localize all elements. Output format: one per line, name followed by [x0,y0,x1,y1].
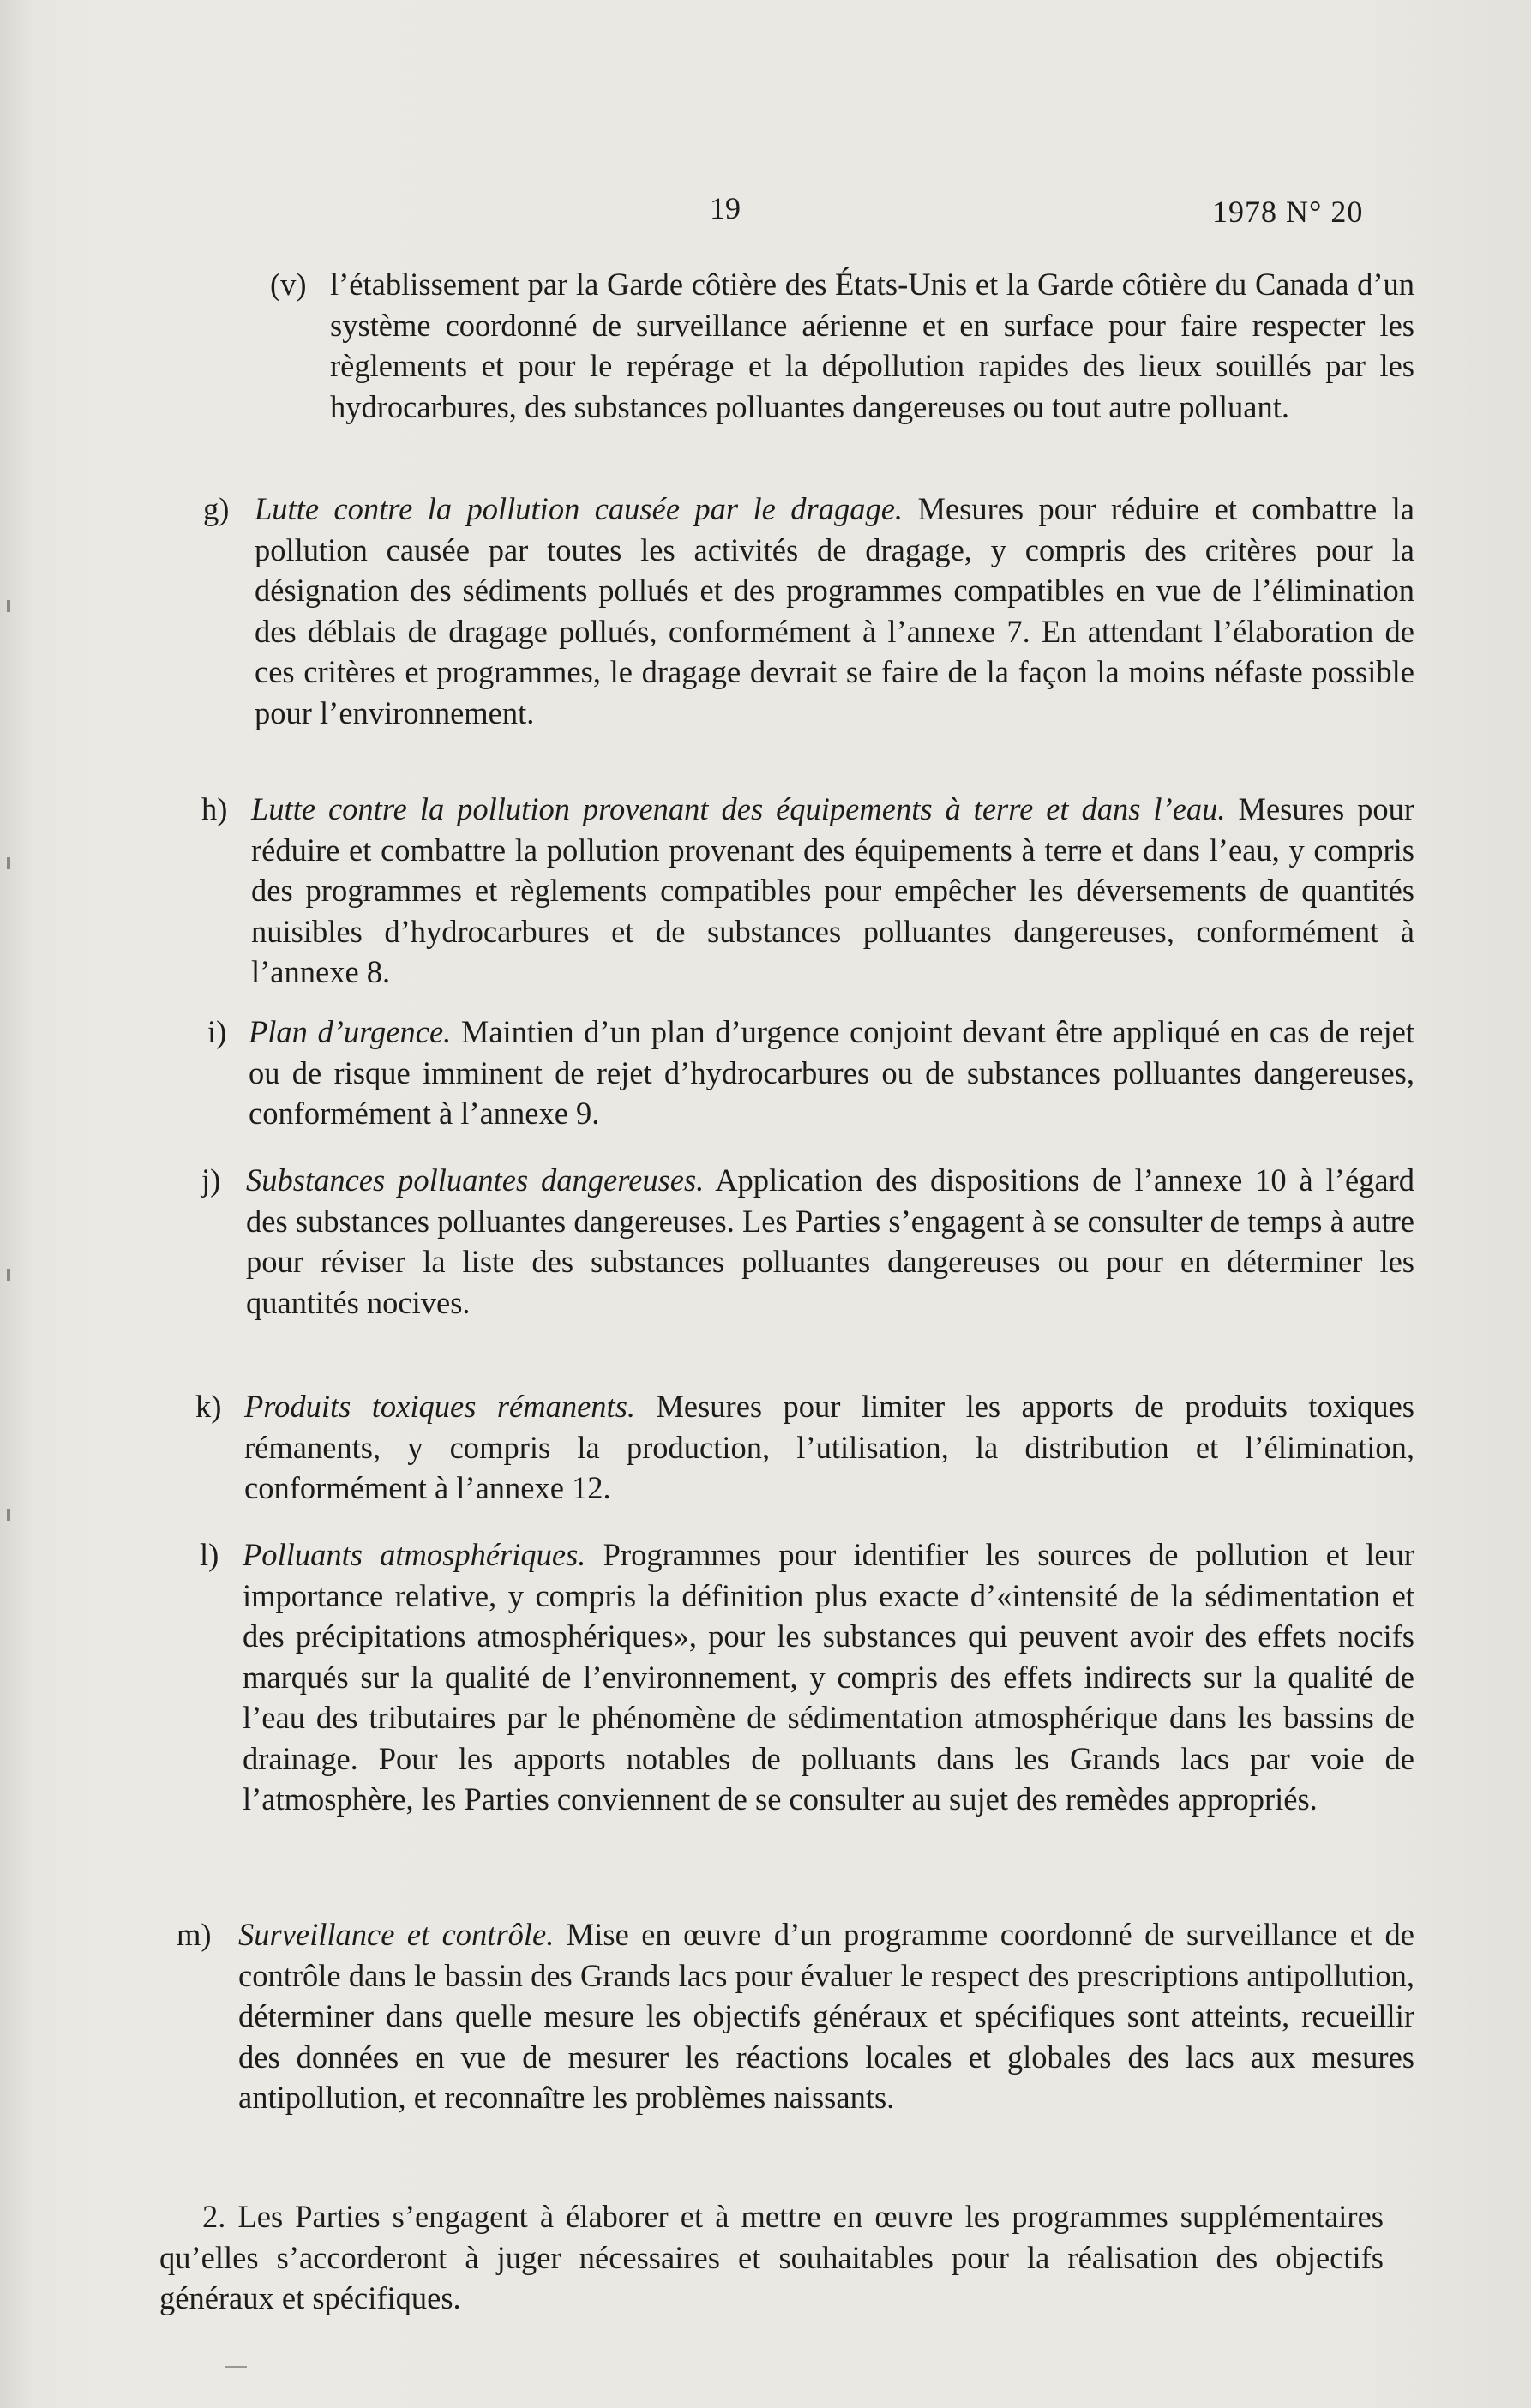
item-text: Maintien d’un plan d’urgence conjoint devant être appliqué en cas de rejet ou de risque imminent de rejet d’hydrocarbures ou de substances polluantes dangereuses, conformément à l’annexe 9. [249,1014,1414,1131]
item-text: Application des dispositions de l’annexe 10 à l’égard des substances polluantes dangereuses. Les Parties s’engagent à se consulter de temps à autre pour réviser la liste des substances polluantes dangereuses ou pour en déterminer les quantités nocives. [246,1162,1415,1320]
list-item-v [270,264,1414,427]
item-text: Mesures pour limiter les apports de produits toxiques rémanents, y compris la production, l’utilisation, la distribution et l’élimination, conformément à l’annexe 12. [244,1389,1414,1505]
item-text: Mise en œuvre d’un programme coordonné de surveillance et de contrôle dans le bassin des Grands lacs pour évaluer le respect des prescriptions antipollution, déterminer dans quelle mesure les objectifs généraux et spécifiques sont atteints, recueillir des données en vue de mesurer les réactions locales et globales des lacs aux mesures antipollution, et reconnaître les problèmes naissants. [238,1917,1414,2115]
list-item-k [195,1386,1414,1509]
item-text: Mesures pour réduire et combattre la pollution provenant des équipements à terre et dans l’eau, y compris des programmes et règlements compatibles pour empêcher les déversements de quantités nuisibles d’hydrocarbures et de substances polluantes dangereuses, conformément à l’annexe 8. [251,791,1415,989]
item-heading: Lutte contre la pollution provenant des équipements à terre et dans l’eau. [251,791,1226,826]
item-marker: h) [201,791,228,826]
binding-edge-mark [7,1509,10,1521]
binding-edge-mark [7,857,10,869]
item-marker: j) [201,1162,221,1198]
list-item-l [200,1534,1415,1820]
document-reference: 1978 N° 20 [1212,195,1364,229]
item-text: Programmes pour identifier les sources de pollution et leur importance relative, y compris la définition plus exacte d’«intensité de la sédimentation et des précipitations atmosphériques», pour les substances qui peuvent avoir des effets nocifs marqués sur la qualité de l’environnement, y compris des effets indirects sur la qualité de l’eau des tributaires par le phénomène de sédimentation atmosphérique dans les bassins de drainage. Pour les apports notables de polluants dans les Grands lacs par voie de l’atmosphère, les Parties conviennent de se consulter au sujet des remèdes appropriés. [243,1537,1415,1817]
item-heading: Plan d’urgence. [249,1014,452,1049]
item-heading: Lutte contre la pollution causée par le dragage. [255,491,904,526]
list-item-g [203,489,1415,733]
paragraph-2: 2. Les Parties s’engagent à élaborer et à mettre en œuvre les programmes supplémentaires qu’elles s’accorderont à juger nécessaires et souhaitables pour la réalisation des objectifs généraux et spécifiques. [159,2199,1384,2315]
item-heading: Polluants atmosphériques. [243,1537,586,1572]
page-number: 19 [710,191,741,225]
item-marker: i) [207,1014,227,1049]
item-heading: Surveillance et contrôle. [238,1917,555,1952]
item-text: l’établissement par la Garde côtière des États-Unis et la Garde côtière du Canada d’un système coordonné de surveillance aérienne et en surface pour faire respecter les règlements et pour le repérage et la dépollution rapides des lieux souillés par les hydrocarbures, des substances polluantes dangereuses ou tout autre polluant. [330,267,1414,424]
item-text: Mesures pour réduire et combattre la pollution causée par toutes les activités de dragage, y compris des critères pour la désignation des sédiments pollués et des programmes compatibles en vue de l’élimination des déblais de dragage pollués, conformément à l’annexe 7. En attendant l’élaboration de ces critères et programmes, le dragage devrait se faire de la façon la moins néfaste possible pour l’environnement. [255,491,1415,730]
item-marker: m) [177,1917,212,1952]
item-marker: k) [195,1389,222,1424]
list-item-i [207,1012,1414,1134]
binding-edge-mark [7,600,10,612]
list-item-m [177,1914,1414,2118]
item-marker: g) [203,491,230,526]
binding-edge-mark [7,1269,10,1281]
item-marker: (v) [270,267,307,302]
list-item-h [201,789,1415,993]
item-heading: Produits toxiques rémanents. [244,1389,636,1424]
item-marker: l) [200,1537,219,1572]
list-item-j [201,1160,1415,1323]
footer-rule [225,2366,247,2368]
page-header [0,190,1531,233]
item-heading: Substances polluantes dangereuses. [246,1162,705,1198]
